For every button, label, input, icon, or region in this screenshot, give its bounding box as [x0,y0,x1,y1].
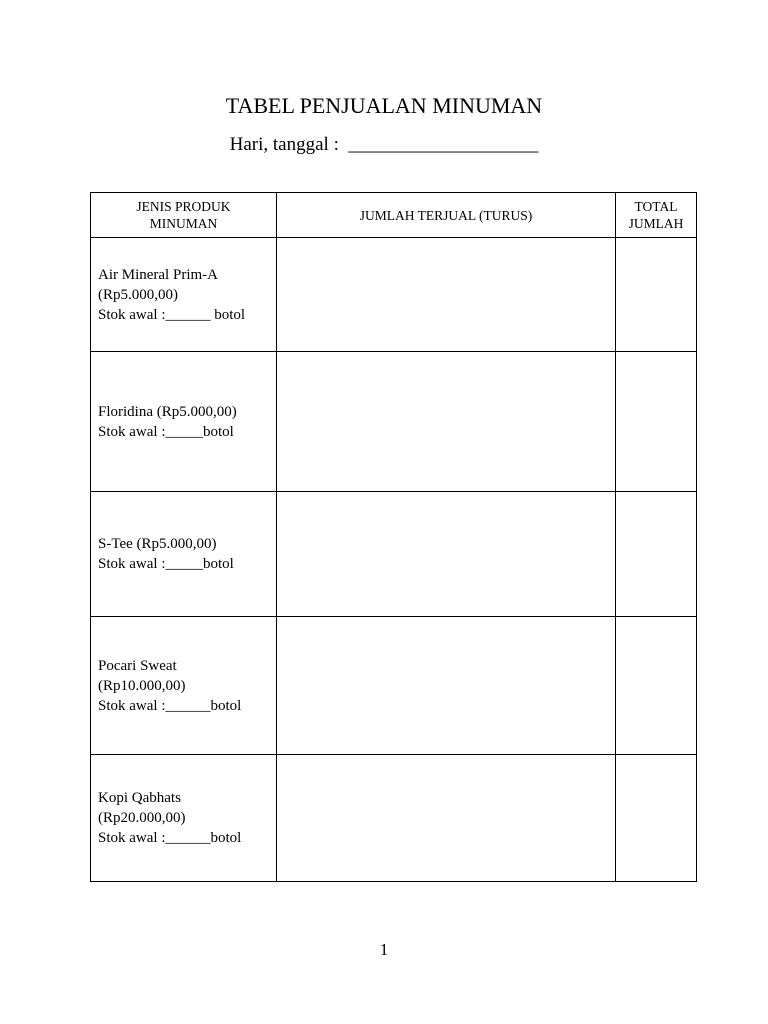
document-title: TABEL PENJUALAN MINUMAN [225,93,543,118]
product-stock: Stok awal :______botol [98,697,242,714]
product-cell [91,617,277,755]
product-name: Air Mineral Prim-A [98,266,218,283]
header-total-line-1: TOTAL [634,199,678,214]
product-name: Kopi Qabhats [98,790,181,806]
header-sold: JUMLAH TERJUAL (TURUS) [277,193,616,238]
total-cell[interactable] [616,492,697,617]
sales-table [90,192,697,882]
page-number: 1 [379,940,389,959]
product-cell [91,352,277,492]
product-cell [91,492,277,617]
header-product-line-2: MINUMAN [149,216,218,231]
product-price: (Rp10.000,00) [98,677,186,694]
product-stock: Stok awal :______botol [98,830,242,846]
product-price: (Rp5.000,00) [98,286,178,303]
table-header-row [91,193,697,238]
product-cell [91,755,277,882]
header-product [91,193,277,238]
table-row [91,492,697,617]
product-name-price: Floridina (Rp5.000,00) [98,403,237,420]
header-product-line-1: JENIS PRODUK [136,199,231,214]
product-stock: Stok awal :_____botol [98,423,234,440]
date-line: Hari, tanggal : ____________________ [229,134,539,155]
table-row [91,755,697,882]
total-cell[interactable] [616,755,697,882]
sold-tally-cell[interactable] [277,238,616,352]
product-cell [91,238,277,352]
product-price: (Rp20.000,00) [98,810,186,826]
total-cell[interactable] [616,617,697,755]
table-row [91,617,697,755]
total-cell[interactable] [616,238,697,352]
total-cell[interactable] [616,352,697,492]
header-total-line-2: JUMLAH [628,216,684,231]
product-stock: Stok awal :______ botol [98,306,246,323]
product-name: Pocari Sweat [98,657,177,674]
sold-tally-cell[interactable] [277,617,616,755]
header-total [616,193,697,238]
product-name-price: S-Tee (Rp5.000,00) [98,536,217,552]
table-row [91,238,697,352]
table-row [91,352,697,492]
sold-tally-cell[interactable] [277,492,616,617]
product-stock: Stok awal :_____botol [98,556,234,572]
sold-tally-cell[interactable] [277,352,616,492]
sold-tally-cell[interactable] [277,755,616,882]
